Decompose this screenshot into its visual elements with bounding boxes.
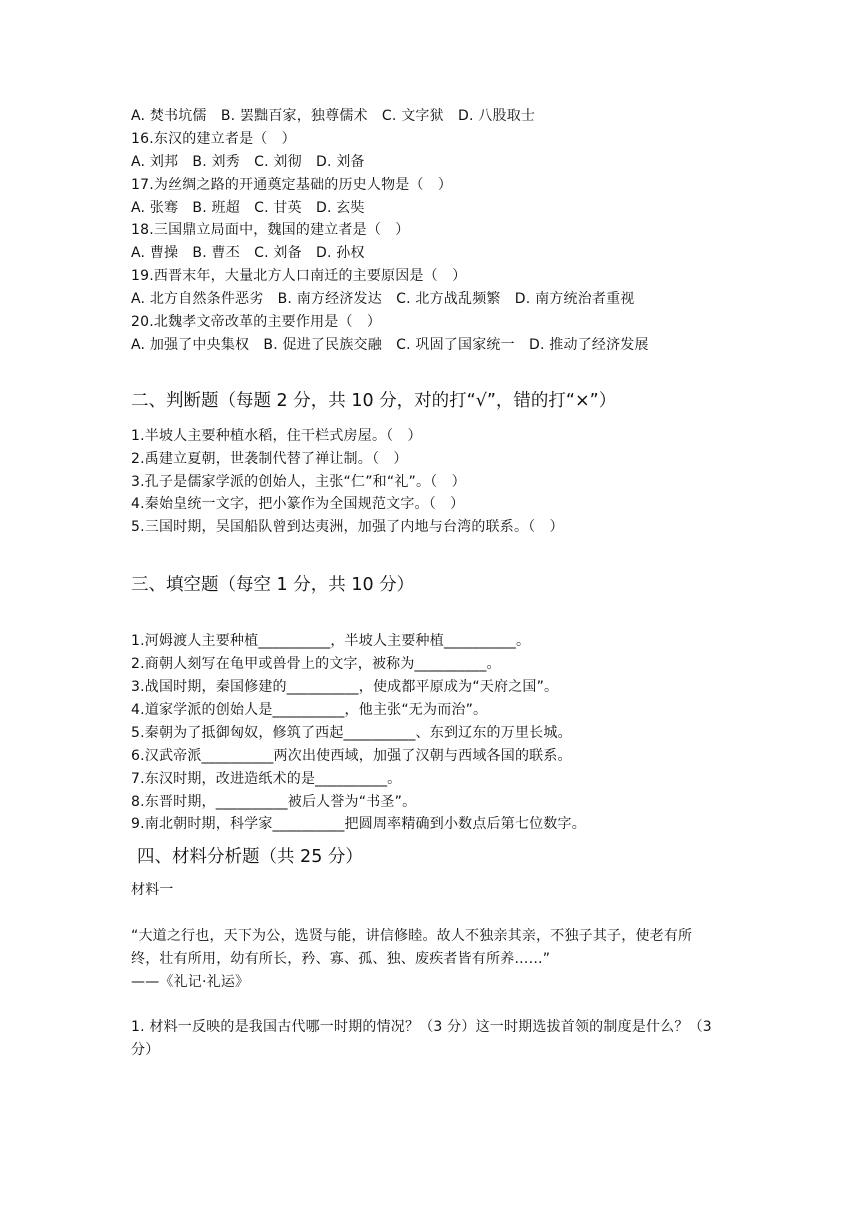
question-20: 20.北魏孝文帝改革的主要作用是（ ） [131, 314, 382, 330]
q20-options: A. 加强了中央集权 B. 促进了民族交融 C. 巩固了国家统一 D. 推动了经济发展 [131, 337, 649, 353]
question-18: 18.三国鼎立局面中，魏国的建立者是（ ） [131, 222, 410, 238]
fill-section-heading: 三、填空题（每空 1 分，共 10 分） [131, 575, 415, 595]
judge-item: 3.孔子是儒家学派的创始人，主张“仁”和“礼”。（ ） [131, 474, 466, 490]
material-question-1-cont: 分） [131, 1042, 160, 1058]
fill-item: 2.商朝人刻写在龟甲或兽骨上的文字，被称为__________。 [131, 656, 501, 672]
fill-item: 4.道家学派的创始人是__________，他主张“无为而治”。 [131, 702, 488, 718]
q16-options: A. 刘邦 B. 刘秀 C. 刘彻 D. 刘备 [131, 154, 365, 170]
material-quote-line: “大道之行也，天下为公，选贤与能，讲信修睦。故人不独亲其亲，不独子其子，使老有所 [131, 928, 693, 944]
judge-section-heading: 二、判断题（每题 2 分，共 10 分，对的打“√”，错的打“×”） [131, 391, 617, 411]
fill-item: 9.南北朝时期，科学家__________把圆周率精确到小数点后第七位数字。 [131, 816, 586, 832]
material-question-1: 1. 材料一反映的是我国古代哪一时期的情况？（3 分）这一时期选拔首领的制度是什么？（3 [131, 1019, 712, 1035]
fill-item: 6.汉武帝派__________两次出使西域，加强了汉朝与西域各国的联系。 [131, 748, 572, 764]
fill-item: 1.河姆渡人主要种植__________，半坡人主要种植__________。 [131, 633, 531, 649]
q19-options: A. 北方自然条件恶劣 B. 南方经济发达 C. 北方战乱频繁 D. 南方统治者重视 [131, 291, 635, 307]
q17-options: A. 张骞 B. 班超 C. 甘英 D. 玄奘 [131, 200, 365, 216]
judge-item: 4.秦始皇统一文字，把小篆作为全国规范文字。（ ） [131, 496, 465, 512]
q15-options: A. 焚书坑儒 B. 罢黜百家，独尊儒术 C. 文字狱 D. 八股取士 [131, 108, 536, 124]
fill-item: 8.东晋时期，__________被后人誉为“书圣”。 [131, 794, 417, 810]
fill-item: 3.战国时期，秦国修建的__________，使成都平原成为“天府之国”。 [131, 679, 559, 695]
fill-item: 5.秦朝为了抵御匈奴，修筑了西起__________、东到辽东的万里长城。 [131, 725, 572, 741]
question-19: 19.西晋末年，大量北方人口南迁的主要原因是（ ） [131, 268, 467, 284]
question-17: 17.为丝绸之路的开通奠定基础的历史人物是（ ） [131, 177, 453, 193]
material-section-heading: 四、材料分析题（共 25 分） [137, 847, 363, 867]
q18-options: A. 曹操 B. 曹丕 C. 刘备 D. 孙权 [131, 245, 365, 261]
question-16: 16.东汉的建立者是（ ） [131, 131, 296, 147]
material-label: 材料一 [131, 882, 174, 898]
fill-item: 7.东汉时期，改进造纸术的是__________。 [131, 771, 402, 787]
judge-item: 5.三国时期，吴国船队曾到达夷洲，加强了内地与台湾的联系。（ ） [131, 519, 564, 535]
material-quote-line: 终，壮有所用，幼有所长，矜、寡、孤、独、废疾者皆有所养……” [131, 951, 551, 967]
judge-item: 1.半坡人主要种植水稻，住干栏式房屋。（ ） [131, 428, 422, 444]
material-source: ——《礼记·礼运》 [131, 974, 250, 990]
judge-item: 2.禹建立夏朝，世袭制代替了禅让制。（ ） [131, 451, 408, 467]
